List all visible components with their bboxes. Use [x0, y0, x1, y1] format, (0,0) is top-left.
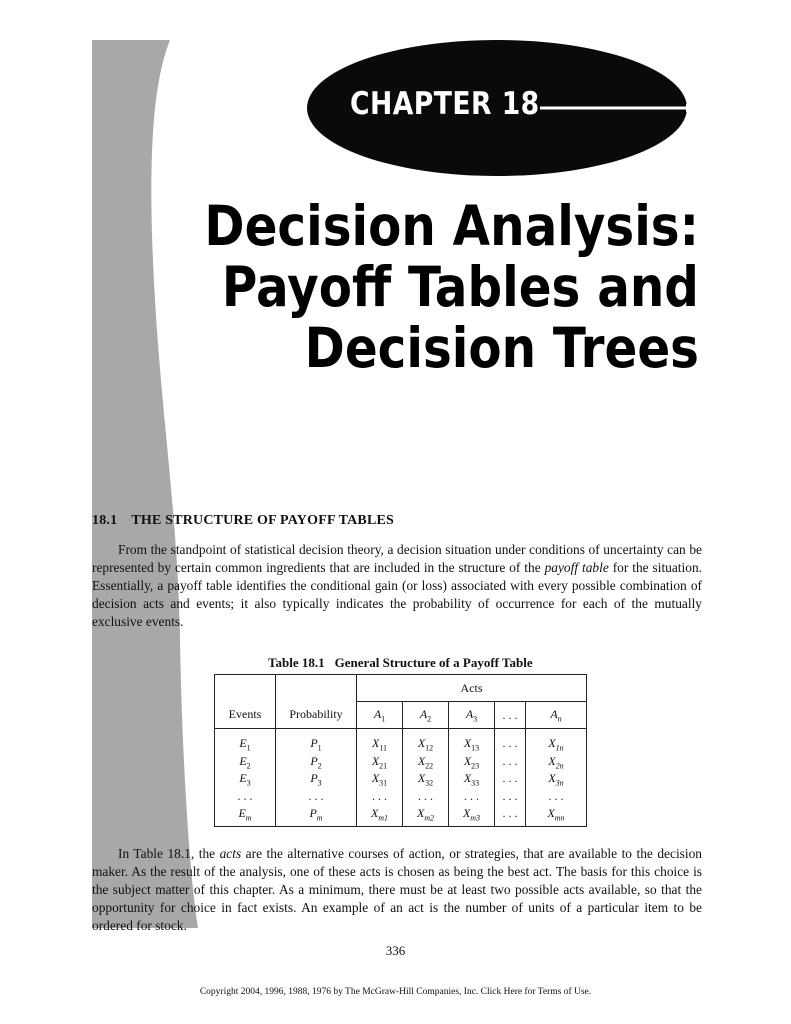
- chapter-title-line: Decision Trees: [304, 316, 699, 380]
- section-heading: [92, 513, 394, 529]
- payoff-column-entry: $X_{11}$: [371, 736, 388, 753]
- payoff-column-entry: . . .: [502, 736, 518, 750]
- probability-header: Probability: [276, 675, 357, 729]
- chapter-title-line: Payoff Tables and: [221, 255, 700, 319]
- payoff-column-entry: $X_{33}$: [463, 771, 480, 788]
- payoff-column-entry: . . .: [502, 771, 518, 785]
- payoff-table: [214, 674, 587, 827]
- probability-column-entry: $P_2$: [310, 753, 322, 770]
- payoff-column-entry: . . .: [548, 788, 564, 803]
- payoff-column: [403, 729, 449, 827]
- chapter-title-line: Decision Analysis:: [204, 194, 699, 258]
- act-column-header: [403, 702, 449, 729]
- table-caption-title: General Structure of a Payoff Table: [334, 655, 533, 670]
- act-column-header: [495, 702, 526, 729]
- probability-column-entry: $P_m$: [309, 806, 323, 823]
- act-column-header: [449, 702, 495, 729]
- payoff-column-entry: . . .: [502, 788, 518, 803]
- acts-header: Acts: [357, 675, 587, 702]
- payoff-column: [449, 729, 495, 827]
- payoff-column-entry: . . .: [418, 788, 433, 803]
- table-caption-number: Table 18.1: [268, 655, 325, 670]
- act-symbol: $A_2$: [419, 706, 432, 724]
- payoff-column-entry: $X_{1n}$: [548, 736, 564, 753]
- probability-column-entry: $P_3$: [310, 771, 322, 788]
- probability-column-entry: $P_1$: [310, 736, 322, 753]
- act-symbol: $A_1$: [373, 706, 386, 724]
- events-header: Events: [215, 675, 276, 729]
- payoff-column-entry: $X_{2n}$: [548, 753, 564, 770]
- act-symbol: . . .: [502, 707, 518, 722]
- payoff-column-entry: . . .: [372, 788, 387, 803]
- payoff-column: [357, 729, 403, 827]
- payoff-column-entry: $X_{31}$: [371, 771, 388, 788]
- paragraph-2-block: [92, 845, 702, 935]
- probability-column-entry: . . .: [308, 788, 324, 803]
- chapter-title: [204, 196, 699, 379]
- events-column-entry: $E_m$: [238, 806, 252, 823]
- events-column: [215, 729, 276, 827]
- page-number: 336: [385, 943, 406, 958]
- payoff-column: [526, 729, 587, 827]
- act-symbol: $A_3$: [465, 706, 478, 724]
- act-column-header: [526, 702, 587, 729]
- payoff-column-entry: $X_{12}$: [417, 736, 434, 753]
- payoff-column-entry: $X_{3n}$: [548, 771, 564, 788]
- payoff-column-entry: $X_{m3}$: [462, 806, 481, 823]
- payoff-column-entry: . . .: [502, 806, 518, 820]
- paragraph-2: In Table 18.1, the acts are the alternative courses of action, or strategies, that are available to the decision maker. As the result of the analysis, one of these acts is chosen as being the best act. The basis for this choice is the subject matter of this chapter. As a minimum, there must be at least two possible acts available, so that the opportunity for choice in fact exists. An example of an act is the number of units of a particular item to be ordered for stock.: [92, 846, 702, 933]
- paragraph-1: From the standpoint of statistical decision theory, a decision situation under conditions of uncertainty can be represented by certain common ingredients that are included in the structure of the payoff table for the situation. Essentially, a payoff table identifies the conditional gain (or loss) associated with every possible combination of decision acts and events; it also typically indicates the probability of occurrence for each of the mutually exclusive events.: [92, 542, 702, 629]
- payoff-column-entry: $X_{23}$: [463, 753, 480, 770]
- payoff-column-entry: . . .: [502, 753, 518, 768]
- paragraph-1-block: [92, 541, 702, 631]
- act-symbol: $A_n$: [550, 706, 562, 724]
- chapter-label: CHAPTER 18: [350, 86, 540, 122]
- payoff-column-entry: . . .: [464, 788, 479, 803]
- events-column-entry: $E_2$: [239, 753, 251, 770]
- payoff-column-entry: $X_{21}$: [371, 753, 388, 770]
- payoff-column-entry: $X_{m1}$: [370, 806, 389, 823]
- payoff-column: [495, 729, 526, 827]
- act-column-header: [357, 702, 403, 729]
- section-number: 18.1: [92, 513, 118, 528]
- events-column-entry: . . .: [237, 788, 253, 803]
- payoff-column-entry: $X_{22}$: [417, 753, 434, 770]
- copyright-notice: Copyright 2004, 1996, 1988, 1976 by The McGraw-Hill Companies, Inc. Click Here for Terms of Use.: [199, 987, 592, 997]
- events-column-entry: $E_1$: [239, 736, 251, 753]
- payoff-column-entry: $X_{mn}$: [547, 806, 565, 823]
- section-title: THE STRUCTURE OF PAYOFF TABLES: [131, 513, 395, 528]
- payoff-column-entry: $X_{13}$: [463, 736, 480, 753]
- probability-column: [276, 729, 357, 827]
- payoff-column-entry: $X_{m2}$: [416, 806, 435, 823]
- payoff-column-entry: $X_{32}$: [417, 771, 434, 788]
- table-caption: [268, 655, 533, 671]
- events-column-entry: $E_3$: [239, 771, 251, 788]
